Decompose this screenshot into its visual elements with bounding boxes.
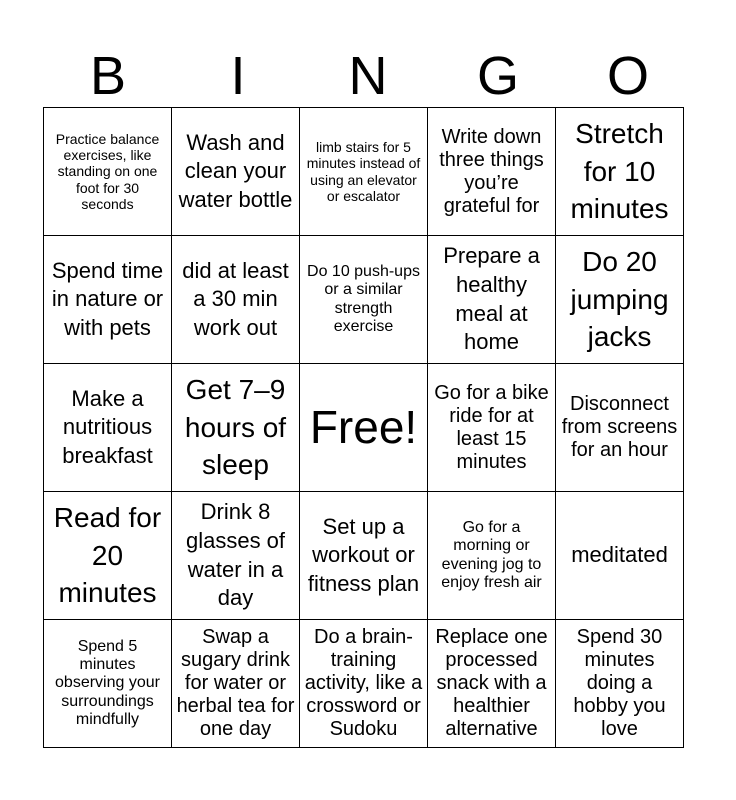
header-letter-g: G (476, 46, 519, 106)
bingo-cell[interactable]: meditated (556, 492, 684, 620)
bingo-cell[interactable]: did at least a 30 min work out (172, 236, 300, 364)
bingo-cell[interactable]: Replace one processed snack with a healthier alternative (428, 620, 556, 748)
bingo-cell[interactable]: Go for a morning or evening jog to enjoy fresh air (428, 492, 556, 620)
grid-row (44, 364, 684, 492)
bingo-cell[interactable]: Wash and clean your water bottle (172, 108, 300, 236)
grid-row (44, 236, 684, 364)
grid-row (44, 620, 684, 748)
bingo-cell[interactable]: Write down three things you’re grateful for (428, 108, 556, 236)
bingo-cell[interactable]: Practice balance exercises, like standing on one foot for 30 seconds (44, 108, 172, 236)
bingo-cell[interactable]: Spend 30 minutes doing a hobby you love (556, 620, 684, 748)
bingo-cell[interactable]: Read for 20 minutes (44, 492, 172, 620)
bingo-cell[interactable]: Set up a workout or fitness plan (300, 492, 428, 620)
header-letter-i: I (230, 46, 246, 106)
bingo-header (43, 44, 693, 108)
free-cell[interactable]: Free! (300, 364, 428, 492)
bingo-cell[interactable]: Do 10 push-ups or a similar strength exercise (300, 236, 428, 364)
grid-row (44, 108, 684, 236)
bingo-cell[interactable]: Go for a bike ride for at least 15 minutes (428, 364, 556, 492)
bingo-cell[interactable]: Prepare a healthy meal at home (428, 236, 556, 364)
bingo-cell[interactable]: limb stairs for 5 minutes instead of using an elevator or escalator (300, 108, 428, 236)
bingo-grid (43, 107, 684, 748)
grid-row (44, 492, 684, 620)
bingo-cell[interactable]: Stretch for 10 minutes (556, 108, 684, 236)
bingo-cell[interactable]: Get 7–9 hours of sleep (172, 364, 300, 492)
bingo-cell[interactable]: Spend 5 minutes observing your surroundings mindfully (44, 620, 172, 748)
header-letter-b: B (89, 46, 127, 106)
bingo-cell[interactable]: Make a nutritious breakfast (44, 364, 172, 492)
bingo-cell[interactable]: Disconnect from screens for an hour (556, 364, 684, 492)
bingo-cell[interactable]: Do a brain-training activity, like a crossword or Sudoku (300, 620, 428, 748)
bingo-cell[interactable]: Swap a sugary drink for water or herbal tea for one day (172, 620, 300, 748)
bingo-cell[interactable]: Drink 8 glasses of water in a day (172, 492, 300, 620)
header-letter-n: N (348, 46, 388, 106)
bingo-cell[interactable]: Spend time in nature or with pets (44, 236, 172, 364)
header-letter-o: O (606, 46, 649, 106)
bingo-cell[interactable]: Do 20 jumping jacks (556, 236, 684, 364)
